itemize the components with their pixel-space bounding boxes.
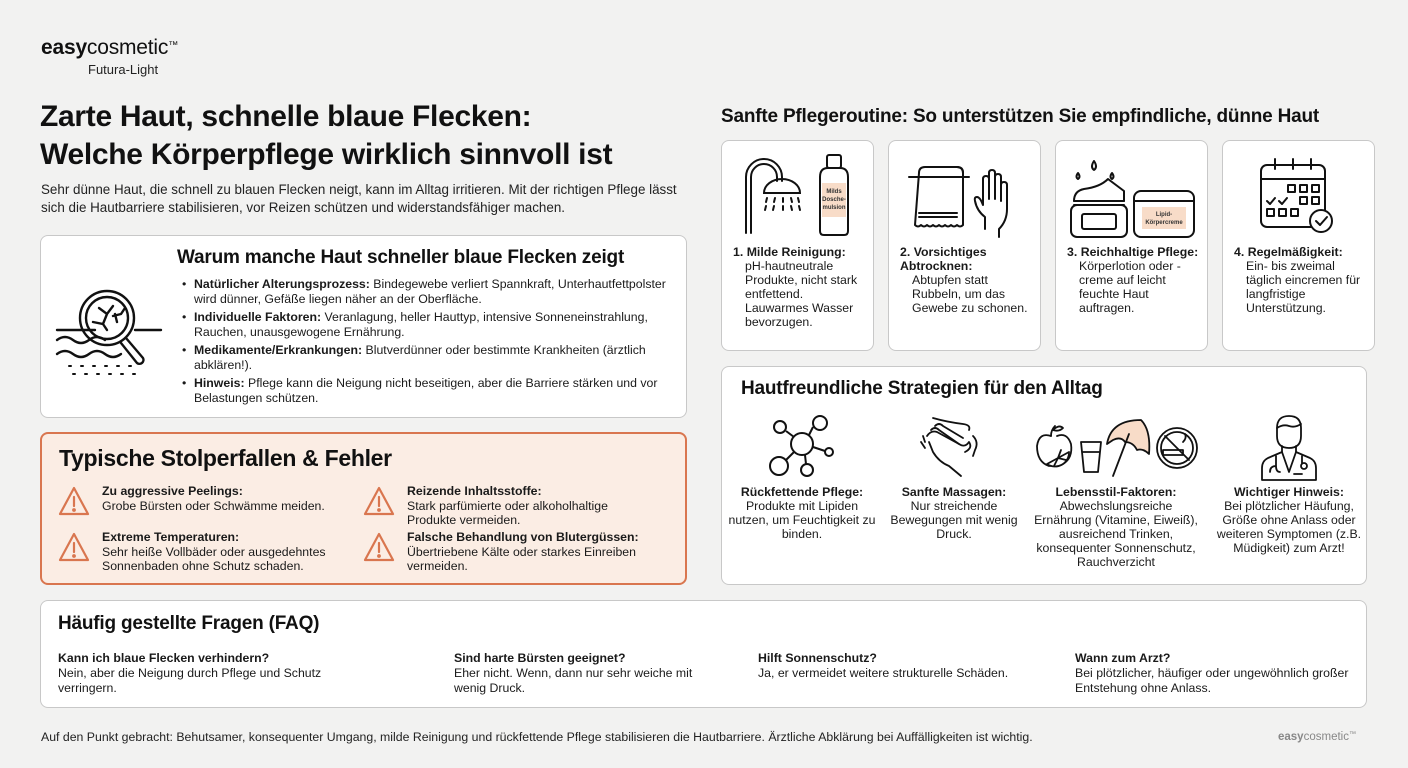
strategy-text: Nur streichende Bewegungen mit wenig Druck. xyxy=(890,499,1018,541)
pitfall-text: Übertriebene Kälte oder starkes Einreiben vermeiden. xyxy=(407,544,636,573)
molecule-icon xyxy=(726,409,878,484)
apple-orange-icon xyxy=(1037,426,1071,467)
item-label: Medikamente/Erkrankungen: xyxy=(194,343,363,357)
umbrella-icon xyxy=(1107,420,1149,476)
strategy-item xyxy=(726,409,878,541)
lifestyle-icons xyxy=(1030,409,1202,484)
faq-item xyxy=(758,651,1048,681)
page-title xyxy=(40,98,700,174)
brand-name-bold: easy xyxy=(41,36,87,59)
pitfall-label: Zu aggressive Peelings: xyxy=(102,484,243,498)
faq-item xyxy=(58,651,348,696)
trademark: ™ xyxy=(168,40,178,51)
product-label: Körpercreme xyxy=(1145,220,1183,226)
pitfalls-title: Typische Stolperfallen & Fehler xyxy=(59,445,392,471)
step-text: Ein- bis zweimal täglich eincremen für langfristige Unterstützung. xyxy=(1246,259,1361,315)
faq-question: Hilft Sonnenschutz? xyxy=(758,651,877,665)
step-label: Milde Reinigung: xyxy=(746,245,846,259)
shower-bottle-icon xyxy=(732,151,864,241)
title-line-1: Zarte Haut, schnelle blaue Flecken: xyxy=(40,100,532,133)
brand-font-label: Futura-Light xyxy=(88,62,159,77)
step-label: Reichhaltige Pflege: xyxy=(1080,245,1199,259)
intro-text: Sehr dünne Haut, die schnell zu blauen Flecken neigt, kann im Alltag irritieren. Mit der richtigen Pflege lässt sich die Hautbarriere stabilisieren, vor Reizen schützen und widerstandsfähiger machen. xyxy=(41,182,677,215)
pitfall-text: Sehr heiße Vollbäder oder ausgedehntes Sonnenbaden ohne Schutz schaden. xyxy=(102,544,326,573)
brand-logo xyxy=(41,36,178,77)
strategy-label: Sanfte Massagen: xyxy=(901,485,1007,499)
item-label: Natürlicher Alterungsprozess: xyxy=(194,277,370,291)
routine-step-1 xyxy=(721,140,874,351)
warning-triangle-icon xyxy=(58,486,90,516)
pitfall-item xyxy=(58,484,348,513)
footer-brand-logo xyxy=(1278,731,1356,743)
title-line-2: Welche Körperpflege wirklich sinnvoll ist xyxy=(40,138,613,171)
strategy-label: Lebensstil-Faktoren: xyxy=(1055,485,1177,499)
strategy-item xyxy=(1030,409,1202,569)
faq-answer: Ja, er vermeidet weitere strukturelle Schäden. xyxy=(758,666,1009,680)
pitfall-item xyxy=(58,530,348,574)
faq-item xyxy=(454,651,704,696)
footer-summary: Auf den Punkt gebracht: Behutsamer, konsequenter Umgang, milde Reinigung und rückfettende Pflege stabilisieren die Hautbarriere. Ärztliche Abklärung bei Auffälligkeiten ist wichtig. xyxy=(41,730,1033,744)
routine-title: Sanfte Pflegeroutine: So unterstützen Sie empfindliche, dünne Haut xyxy=(721,106,1320,127)
strategies-title: Hautfreundliche Strategien für den Alltag xyxy=(741,378,1103,399)
step-text: Abtupfen statt Rubbeln, um das Gewebe zu schonen. xyxy=(912,273,1028,315)
no-smoking-icon xyxy=(1157,428,1197,468)
doctor-icon xyxy=(1214,409,1364,484)
warning-triangle-icon xyxy=(58,532,90,562)
item-text: Veranlagung, heller Hauttyp, intensive Sonneneinstrahlung, Rauchen, unausgewogene Ernährung. xyxy=(194,310,648,339)
why-list xyxy=(182,277,672,409)
footer-brand-light: cosmetic xyxy=(1303,731,1349,743)
pitfalls-card xyxy=(40,432,687,585)
faq-answer: Eher nicht. Wenn, dann nur sehr weiche mit wenig Druck. xyxy=(454,666,693,695)
magnifier-skin-icon xyxy=(55,278,165,388)
faq-question: Wann zum Arzt? xyxy=(1075,651,1171,665)
routine-step-4 xyxy=(1222,140,1375,351)
item-text: Pflege kann die Neigung nicht beseitigen, aber die Barriere stärken und vor Belastungen schützen. xyxy=(194,376,658,405)
strategy-item xyxy=(888,409,1020,541)
item-text: Blutverdünner oder bestimmte Krankheiten (ärztlich abklären!). xyxy=(194,343,646,372)
step-number: 3. xyxy=(1067,245,1078,259)
footer-trademark: ™ xyxy=(1348,731,1356,738)
pitfall-item xyxy=(363,530,653,574)
item-text: Bindegewebe verliert Spannkraft, Unterhautfettpolster wird dünner, Gefäße liegen näher an der Oberfläche. xyxy=(194,277,666,306)
list-item xyxy=(182,277,672,307)
step-label: Vorsichtiges Abtrocknen: xyxy=(900,245,987,273)
routine-step-3 xyxy=(1055,140,1208,351)
faq-answer: Nein, aber die Neigung durch Pflege und Schutz verringern. xyxy=(58,666,322,695)
brand-name-light: cosmetic xyxy=(86,36,169,59)
footer-brand-bold: easy xyxy=(1278,731,1304,743)
product-label: Dosche- xyxy=(822,197,846,203)
product-label: Milds xyxy=(826,189,842,195)
strategy-text: Produkte mit Lipiden nutzen, um Feuchtigkeit zu binden. xyxy=(728,499,876,541)
routine-step-2 xyxy=(888,140,1041,351)
product-label: mulsion xyxy=(822,205,846,211)
pitfall-label: Falsche Behandlung von Blutergüssen: xyxy=(407,530,639,544)
pitfall-text: Stark parfümierte oder alkoholhaltige Produkte vermeiden. xyxy=(407,498,608,527)
list-item xyxy=(182,376,672,406)
cream-jar-icon xyxy=(1066,151,1198,241)
faq-question: Kann ich blaue Flecken verhindern? xyxy=(58,651,270,665)
strategies-card xyxy=(721,366,1367,585)
warning-triangle-icon xyxy=(363,486,395,516)
strategy-text: Abwechslungsreiche Ernährung (Vitamine, Eiweiß), ausreichend Trinken, konsequenter Sonnenschutz, Rauchverzicht xyxy=(1034,499,1198,569)
why-card xyxy=(40,235,687,418)
strategy-item xyxy=(1214,409,1364,555)
item-label: Individuelle Faktoren: xyxy=(194,310,322,324)
strategy-text: Bei plötzlicher Häufung, Größe ohne Anlass oder weiteren Symptomen (z.B. Müdigkeit) zum Arzt! xyxy=(1216,499,1362,555)
why-title: Warum manche Haut schneller blaue Flecken zeigt xyxy=(177,247,625,268)
step-number: 1. xyxy=(733,245,744,259)
towel-hand-icon xyxy=(899,151,1031,241)
step-text: Körperlotion oder -creme auf leicht feuchte Haut auftragen. xyxy=(1079,259,1181,315)
list-item xyxy=(182,343,672,373)
strategy-label: Rückfettende Pflege: xyxy=(740,485,864,499)
faq-question: Sind harte Bürsten geeignet? xyxy=(454,651,626,665)
warning-triangle-icon xyxy=(363,532,395,562)
list-item xyxy=(182,310,672,340)
step-text: pH-hautneutrale Produkte, nicht stark entfettend. Lauwarmes Wasser bevorzugen. xyxy=(745,259,858,329)
faq-item xyxy=(1075,651,1355,696)
step-number: 4. xyxy=(1234,245,1245,259)
massage-hands-icon xyxy=(888,409,1020,484)
product-label: Lipid- xyxy=(1155,212,1173,218)
water-glass-icon xyxy=(1081,442,1101,472)
brand-name xyxy=(41,36,178,60)
item-label: Hinweis: xyxy=(194,376,245,390)
faq-card xyxy=(40,600,1367,708)
pitfall-item xyxy=(363,484,653,528)
pitfall-text: Grobe Bürsten oder Schwämme meiden. xyxy=(102,498,325,513)
pitfall-label: Reizende Inhaltsstoffe: xyxy=(407,484,542,498)
step-number: 2. xyxy=(900,245,911,259)
strategy-label: Wichtiger Hinweis: xyxy=(1234,485,1344,499)
calendar-check-icon xyxy=(1233,151,1365,241)
step-label: Regelmäßigkeit: xyxy=(1247,245,1343,259)
pitfall-label: Extreme Temperaturen: xyxy=(102,530,240,544)
faq-answer: Bei plötzlicher, häufiger oder ungewöhnlich großer Entstehung ohne Anlass. xyxy=(1075,666,1349,695)
faq-title: Häufig gestellte Fragen (FAQ) xyxy=(58,613,320,634)
